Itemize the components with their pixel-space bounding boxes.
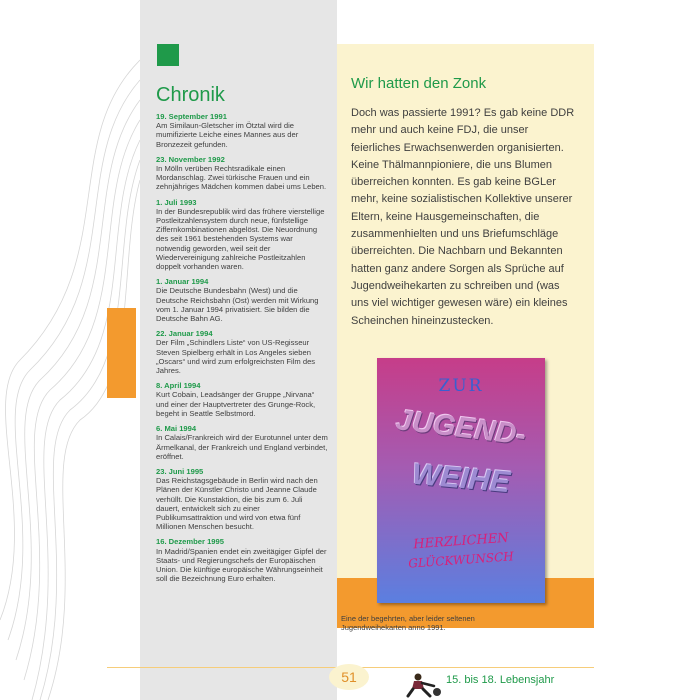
page-number: 51 xyxy=(329,664,369,690)
chronicle-entry xyxy=(156,277,328,323)
entry-date: 1. Januar 1994 xyxy=(156,277,209,287)
card-text-zur: ZUR xyxy=(438,376,484,396)
chronicle-entry xyxy=(156,198,328,272)
entry-text: Kurt Cobain, Leadsänger der Gruppe „Nirvana“ und einer der Hauptvertreter des Grunge-Rock, begeht in Seattle Selbstmord. xyxy=(156,390,316,418)
entry-text: In Mölln verüben Rechtsradikale einen Mordanschlag. Zwei türkische Frauen und ein zehnjähriges Mädchen kommen dabei ums Leben. xyxy=(156,164,327,192)
entry-text: Der Film „Schindlers Liste“ von US-Regisseur Steven Spielberg erhält in Los Angeles sieben „Oscars“ und wird zum erfolgreichsten Film des Jahres. xyxy=(156,338,316,376)
entry-date: 23. November 1992 xyxy=(156,154,225,164)
story-body: Doch was passierte 1991? Es gab keine DDR mehr und auch keine FDJ, die unser feierliches Erwachsenwerden organisierten. Keine Thälmannpioniere, die uns Blumen überreichen konnten. Es gab keine BGLer mehr, keine sozialistischen Kollektive unserer Eltern, keine Hausgemeinschaften, die zusammenhielten und uns Briefumschläge überreichten. Die Nachbarn und Bekannten hatten ganz andere Sorgen als Sprüche auf Jugendweihekarten zu schreiben und (was uns viel wichtiger gewesen wäre) ein kleines Scheinchen hineinzustecken. xyxy=(351,107,575,327)
entry-text: In Calais/Frankreich wird der Eurotunnel unter dem Ärmelkanal, der Frankreich und England verbindet, eröffnet. xyxy=(156,433,328,461)
chronicle-entry xyxy=(156,467,328,531)
story-heading: Wir hatten den Zonk xyxy=(351,75,487,92)
green-square-marker xyxy=(157,44,179,66)
chronicle-entry xyxy=(156,112,328,149)
entry-date: 6. Mai 1994 xyxy=(156,424,197,434)
footer-section-label: 15. bis 18. Lebensjahr xyxy=(446,674,555,686)
card-caption: Eine der begehrten, aber leider seltenen Jugendweihekarten anno 1991. xyxy=(341,614,475,632)
jugendweihe-card-image xyxy=(377,358,545,603)
entry-date: 1. Juli 1993 xyxy=(156,197,197,207)
entry-text: Die Deutsche Bundesbahn (West) und die Deutsche Reichsbahn (Ost) werden mit Wirkung vom 1. Januar 1994 privatisiert. Sie bilden die Deutsche Bahn AG. xyxy=(156,286,319,324)
entry-text: Das Reichstagsgebäude in Berlin wird nach den Plänen der Künstler Christo und Jeanne Claude verhüllt. Die Kunstaktion, die bis zum 6. Juli dauert, entwickelt sich zu einer Publikumsattraktion und wird von etwa fünf Millionen Menschen besucht. xyxy=(156,476,318,532)
dancing-figure-icon xyxy=(404,672,444,698)
entry-text: Am Similaun-Gletscher im Ötztal wird die mumifizierte Leiche eines Mannes aus der Bronzezeit gefunden. xyxy=(156,121,299,149)
chronicle-entry xyxy=(156,155,328,192)
card-text-herzlichen: HERZLICHEN xyxy=(412,530,510,553)
entry-date: 19. September 1991 xyxy=(156,112,227,121)
card-text-glueckwunsch: GLÜCKWUNSCH xyxy=(407,549,515,571)
chronicle-entries xyxy=(156,112,328,589)
entry-date: 23. Juni 1995 xyxy=(156,466,204,476)
chronicle-entry xyxy=(156,381,328,418)
entry-text: In der Bundesrepublik wird das frühere vierstellige Postleitzahlensystem durch neue, fünfstellige Ziffernkombinationen abgelöst. Die Neuordnung des seit 1961 bestehenden Systems war notwendig geworden, weil seit der Wiedervereinigung zahlreiche Postleitzahlen doppelt vorhanden waren. xyxy=(156,206,325,272)
card-text-jugend: JUGEND- xyxy=(394,404,528,452)
entry-date: 22. Januar 1994 xyxy=(156,329,213,339)
chronicle-entry xyxy=(156,537,328,583)
card-text-weihe: WEIHE xyxy=(410,457,512,500)
entry-date: 16. Dezember 1995 xyxy=(156,537,224,547)
entry-date: 8. April 1994 xyxy=(156,381,201,391)
chronicle-entry xyxy=(156,424,328,461)
entry-text: In Madrid/Spanien endet ein zweitägiger Gipfel der Staats- und Regierungschefs der Europäischen Union. Die künftige europäische Währungseinheit soll die Bezeichnung Euro erhalten. xyxy=(156,546,327,584)
chronicle-entry xyxy=(156,329,328,375)
chronicle-title: Chronik xyxy=(156,84,225,106)
orange-accent-bar-left xyxy=(107,308,136,398)
